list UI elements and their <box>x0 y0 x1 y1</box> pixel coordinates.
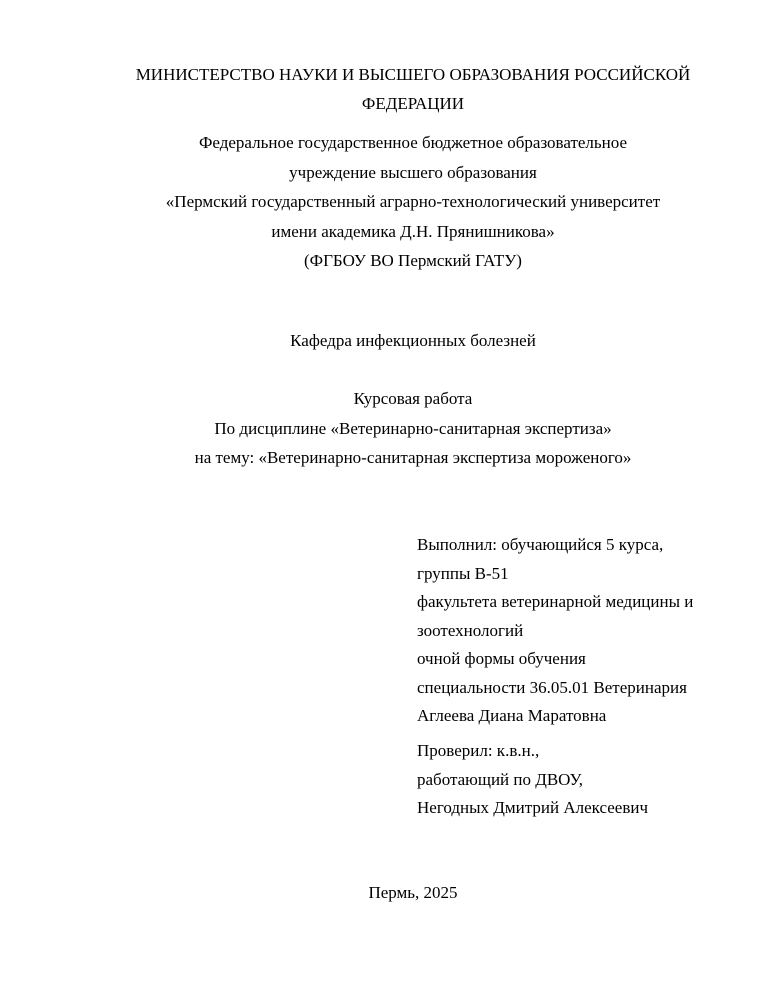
performer-info <box>417 531 717 731</box>
ministry-line: ФЕДЕРАЦИИ <box>361 94 465 113</box>
performer-line: Выполнил: обучающийся 5 курса, <box>417 535 664 554</box>
university-line: учреждение высшего образования <box>289 162 537 182</box>
performer-line: очной формы обучения <box>417 649 586 668</box>
performer-line: специальности 36.05.01 Ветеринария <box>417 677 687 697</box>
city-year-line: Пермь, 2025 <box>368 883 458 902</box>
performer-line: группы В-51 <box>417 563 509 583</box>
department-line: Кафедра инфекционных болезней <box>290 331 536 350</box>
city-year-footer <box>113 878 713 907</box>
performer-line: факультета ветеринарной медицины и <box>417 592 694 611</box>
work-title <box>113 384 713 473</box>
university-line: Федеральное государственное бюджетное образовательное <box>198 133 628 152</box>
university-line: имени академика Д.Н. Прянишникова» <box>271 221 555 241</box>
reviewer-line: работающий по ДВОУ, <box>417 769 584 789</box>
ministry-heading <box>113 60 713 118</box>
reviewer-info <box>417 737 717 823</box>
university-line: (ФГБОУ ВО Пермский ГАТУ) <box>304 251 522 270</box>
work-type-line: Курсовая работа <box>353 389 473 408</box>
university-heading <box>113 128 713 276</box>
performer-name-line: Аглеева Диана Маратовна <box>417 706 607 725</box>
reviewer-line: Проверил: к.в.н., <box>417 741 540 760</box>
ministry-line: МИНИСТЕРСТВО НАУКИ И ВЫСШЕГО ОБРАЗОВАНИЯ РОССИЙСКОЙ <box>135 65 691 84</box>
work-discipline-line: По дисциплине «Ветеринарно-санитарная экспертиза» <box>214 418 612 438</box>
reviewer-name-line: Негодных Дмитрий Алексеевич <box>417 798 648 817</box>
performer-line: зоотехнологий <box>417 620 524 640</box>
department-heading <box>113 326 713 356</box>
work-topic-line: на тему: «Ветеринарно-санитарная экспертиза мороженого» <box>194 448 632 467</box>
university-line: «Пермский государственный аграрно-технологический университет <box>165 192 661 211</box>
